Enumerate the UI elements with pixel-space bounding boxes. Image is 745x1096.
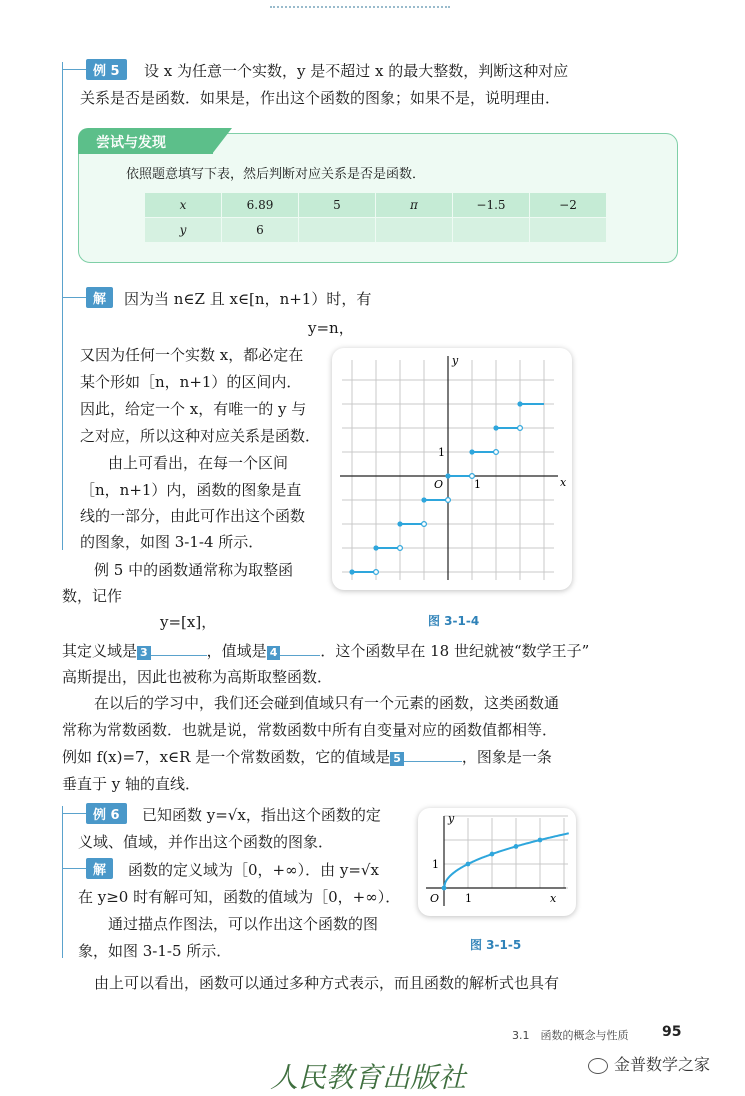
page-number: 95 [662, 1024, 682, 1040]
solution6-rule [62, 868, 86, 869]
solution5-formula1: y=n， [308, 319, 354, 337]
open-endpoint [470, 474, 475, 479]
solution6-line3: 通过描点作图法，可以作出这个函数的图 [108, 915, 379, 933]
y-axis-label: y [448, 812, 455, 825]
example6-line2: 义域、值域，并作出这个函数的图象． [78, 833, 334, 851]
footer-section: 3.1 函数的概念与性质 [512, 1029, 629, 1042]
x-axis-label: x [560, 476, 567, 489]
example6-label [86, 803, 127, 824]
watermark [588, 1052, 710, 1075]
table-cell: π [376, 193, 453, 218]
solution6-badge: 解 [86, 858, 113, 879]
closed-endpoint [493, 425, 498, 430]
y-tick-label: 1 [432, 858, 439, 871]
gauss-line: 高斯提出，因此也被称为高斯取整函数． [62, 668, 333, 686]
constant-line1: 在以后的学习中，我们还会碰到值域只有一个元素的函数，这类函数通 [94, 694, 560, 712]
closed-endpoint [421, 497, 426, 502]
table-cell: −1.5 [453, 193, 530, 218]
example5-rule [62, 69, 86, 70]
figure-3-1-5-caption: 图 3-1-5 [470, 938, 522, 952]
answer-blank[interactable] [404, 761, 462, 762]
solution5-text: 的图象，如图 3-1-4 所示． [80, 533, 264, 551]
answer-blank[interactable] [151, 655, 207, 656]
domain-range-line [62, 640, 589, 661]
floor-function-graph [332, 348, 572, 590]
blank-number: 5 [390, 752, 404, 766]
sqrt-function-graph [418, 808, 576, 916]
curve-point [490, 852, 495, 857]
watermark-text: 金普数学之家 [614, 1055, 711, 1074]
curve-point [442, 886, 447, 891]
top-header-fragment [270, 0, 450, 8]
closing-line: 由上可以看出，函数可以通过多种方式表示，而且函数的解析式也具有 [94, 974, 560, 992]
x-tick-label: 1 [465, 892, 472, 905]
solution5-text: 之对应，所以这种对应关系是函数． [80, 427, 321, 445]
open-endpoint [422, 522, 427, 527]
table-cell: y [145, 218, 222, 243]
figure-3-1-4 [332, 348, 572, 590]
solution5-rule [62, 297, 86, 298]
constant-text: 例如 f(x)=7，x∈R 是一个常数函数，它的值域是 [62, 748, 391, 766]
solution6-label [86, 858, 113, 879]
solution5-line1: 因为当 n∈Z 且 x∈[n，n+1）时，有 [124, 290, 372, 308]
wechat-icon [588, 1058, 608, 1074]
try-instruction: 依照题意填写下表，然后判断对应关系是否是函数． [126, 167, 426, 182]
solution5-text: 线的一部分，由此可作出这个函数 [80, 507, 306, 525]
solution6-line4: 象，如图 3-1-5 所示． [78, 942, 232, 960]
x-axis-label: x [550, 892, 557, 905]
example5-badge: 例 5 [86, 59, 127, 80]
example6-rule [62, 813, 86, 814]
solution5-label [86, 287, 113, 308]
try-head-slant [212, 128, 232, 154]
left-rule [62, 62, 63, 550]
example6-line1: 已知函数 y=√x，指出这个函数的定 [142, 806, 381, 824]
origin-label: O [430, 892, 440, 905]
table-cell [530, 218, 607, 243]
open-endpoint [518, 426, 523, 431]
table-cell: 6.89 [222, 193, 299, 218]
constant-line3 [62, 746, 552, 767]
table-cell [299, 218, 376, 243]
curve-point [466, 862, 471, 867]
solution5-text: 例 5 中的函数通常称为取整函 [94, 561, 294, 579]
try-discover-title: 尝试与发现 [96, 135, 166, 151]
try-discover-header [78, 128, 213, 154]
closed-endpoint [397, 521, 402, 526]
blank-number: 3 [137, 646, 151, 660]
value-table [144, 192, 607, 243]
solution5-text: 某个形如［n，n+1）的区间内． [80, 373, 302, 391]
closed-endpoint [349, 569, 354, 574]
solution5-formula2: y=[x]， [160, 613, 217, 631]
constant-line2: 常称为常数函数．也就是说，常数函数中所有自变量对应的函数值都相等． [62, 721, 558, 739]
y-axis-label: y [452, 354, 459, 367]
sqrt-curve [444, 833, 569, 888]
closed-endpoint [445, 473, 450, 478]
table-row-x [145, 193, 607, 218]
example6-badge: 例 6 [86, 803, 127, 824]
x-tick-label: 1 [474, 478, 481, 491]
solution6-line2: 在 y≥0 时有解可知，函数的值域为［0，+∞）． [78, 888, 401, 906]
example5-label [86, 59, 127, 80]
figure-3-1-5 [418, 808, 576, 916]
constant-line4: 垂直于 y 轴的直线． [62, 775, 201, 793]
solution6-line1: 函数的定义域为［0，+∞）．由 y=√x [128, 861, 379, 879]
closed-endpoint [517, 401, 522, 406]
solution5-text: 因此，给定一个 x，有唯一的 y 与 [80, 400, 307, 418]
table-cell [376, 218, 453, 243]
domain-text: 其定义域是 [62, 642, 138, 660]
constant-text: ，图象是一条 [461, 748, 552, 766]
curve-point [514, 844, 519, 849]
closed-endpoint [469, 449, 474, 454]
answer-blank[interactable] [280, 655, 320, 656]
left-rule-2 [62, 806, 63, 958]
open-endpoint [494, 450, 499, 455]
example5-line1: 设 x 为任意一个实数，y 是不超过 x 的最大整数，判断这种对应 [144, 62, 569, 80]
example5-line2: 关系是否是函数．如果是，作出这个函数的图象；如果不是，说明理由． [80, 89, 561, 107]
origin-label: O [434, 478, 444, 491]
table-cell: −2 [530, 193, 607, 218]
closed-endpoint [373, 545, 378, 550]
figure-3-1-4-caption: 图 3-1-4 [428, 614, 480, 628]
table-cell: x [145, 193, 222, 218]
publisher-logo: 人民教育出版社 [270, 1061, 467, 1094]
open-endpoint [374, 570, 379, 575]
blank-number: 4 [267, 646, 281, 660]
range-text: ，值域是 [206, 642, 267, 660]
solution5-text: 数，记作 [62, 587, 123, 605]
open-endpoint [398, 546, 403, 551]
solution5-text: ［n，n+1）内，函数的图象是直 [80, 481, 302, 499]
open-endpoint [446, 498, 451, 503]
curve-point [538, 838, 543, 843]
table-cell [453, 218, 530, 243]
solution5-text: 又因为任何一个实数 x，都必定在 [80, 346, 304, 364]
table-cell: 5 [299, 193, 376, 218]
solution5-badge: 解 [86, 287, 113, 308]
history-text: ．这个函数早在 18 世纪就被“数学王子” [320, 642, 590, 660]
table-row-y [145, 218, 607, 243]
y-tick-label: 1 [438, 446, 445, 459]
table-cell: 6 [222, 218, 299, 243]
solution5-text: 由上可看出，在每一个区间 [108, 454, 289, 472]
